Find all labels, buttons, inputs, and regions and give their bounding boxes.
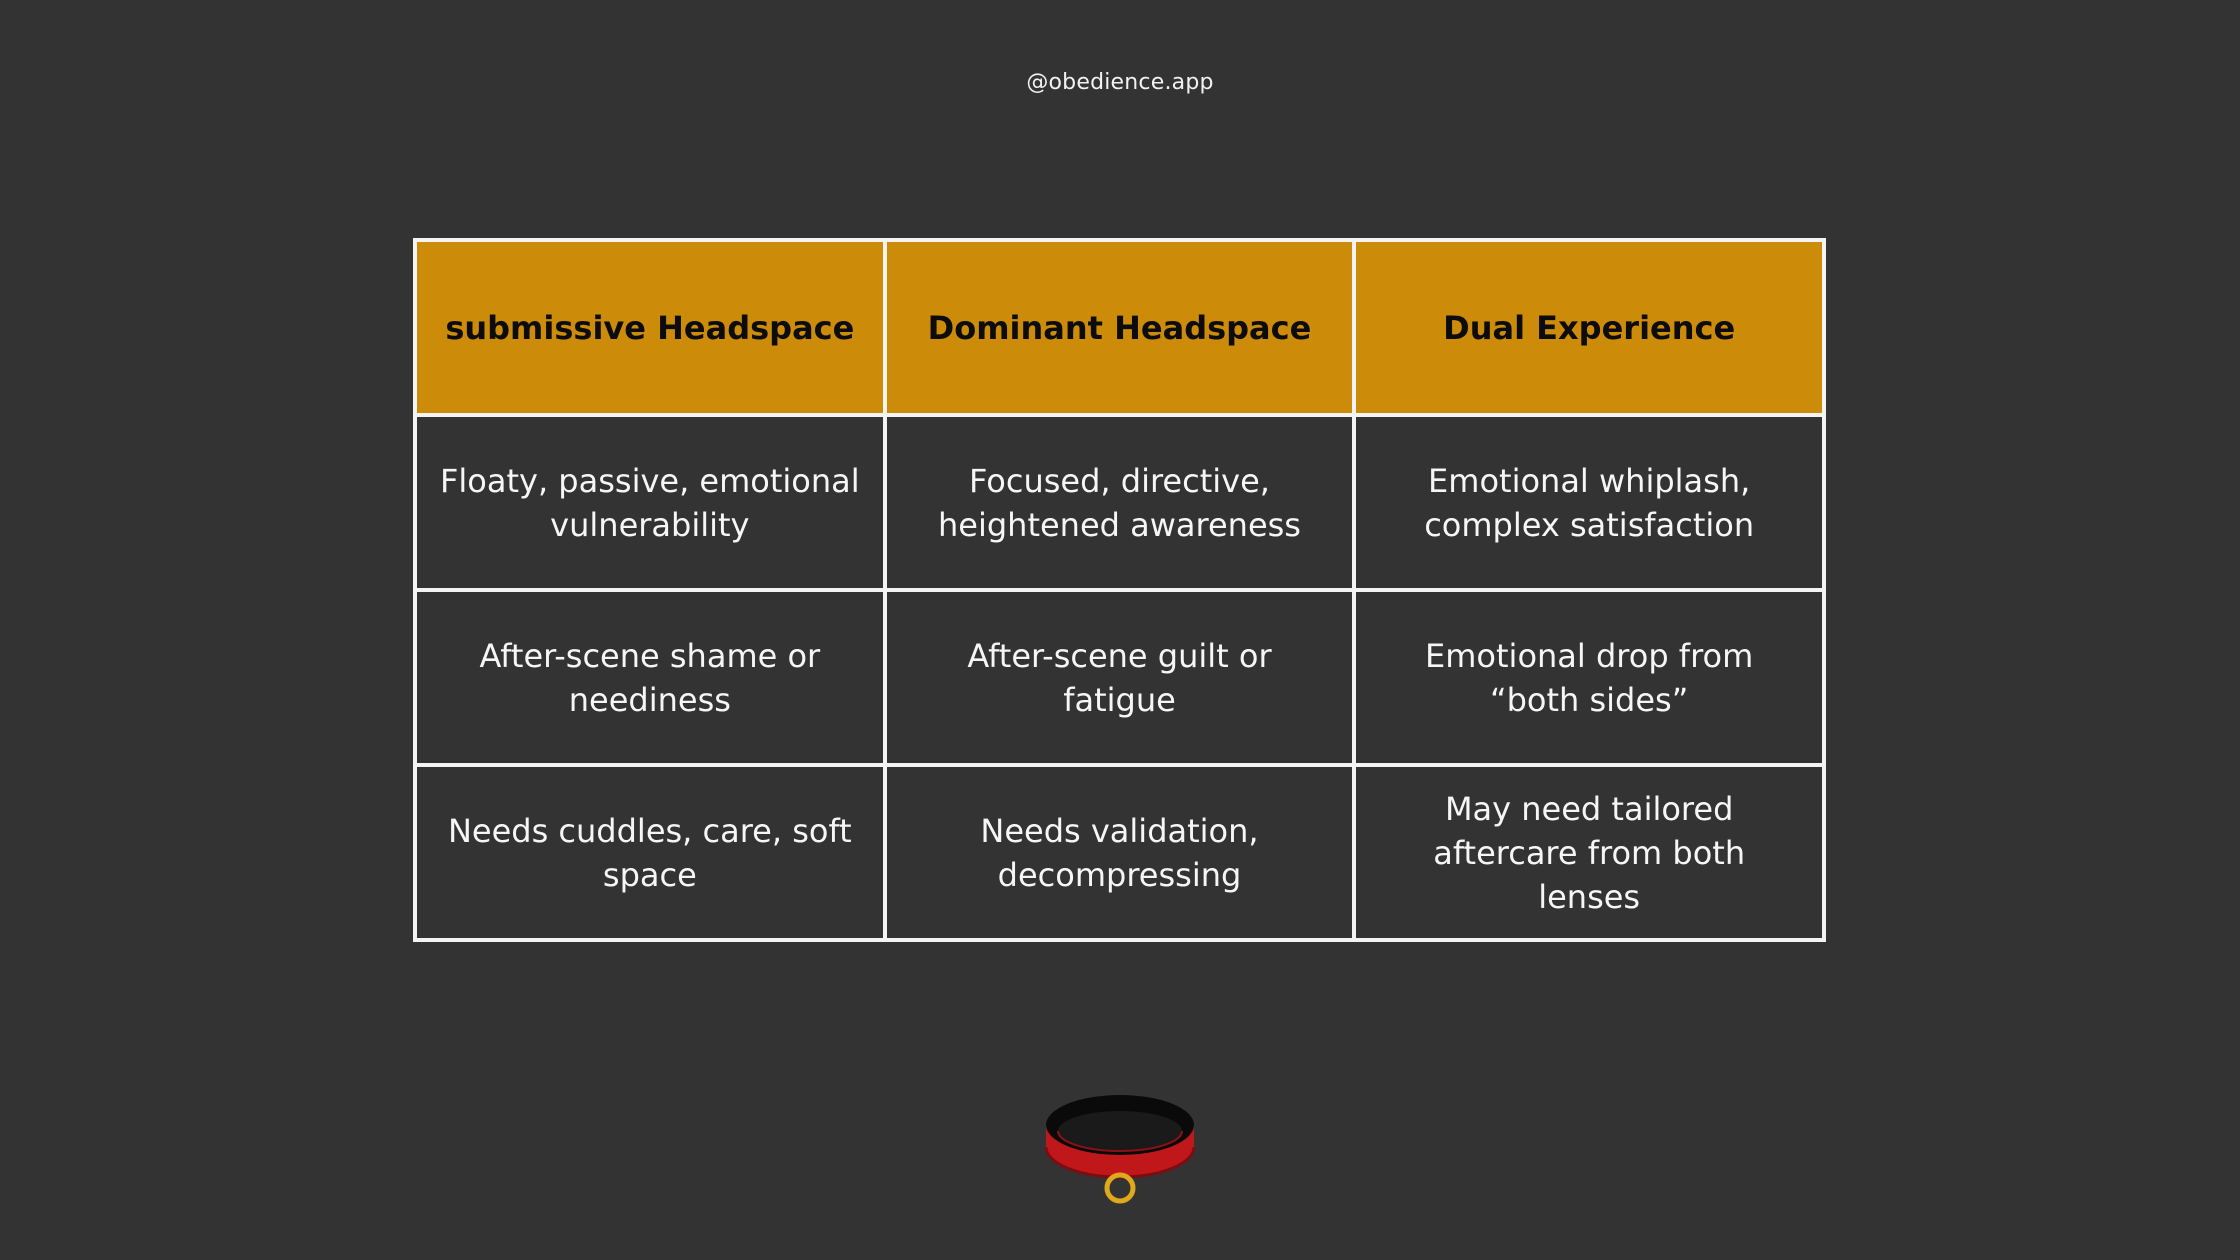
table-cell: Focused, directive, heightened awareness: [885, 415, 1355, 590]
table-row: [415, 415, 1824, 590]
table-cell: Floaty, passive, emotional vulnerability: [415, 415, 885, 590]
collar-icon: [1040, 1085, 1200, 1205]
account-handle: @obedience.app: [1026, 70, 1214, 95]
table-cell: Needs validation, decompressing: [885, 765, 1355, 940]
table-row: [415, 590, 1824, 765]
table-cell: After-scene shame or neediness: [415, 590, 885, 765]
table-row: [415, 765, 1824, 940]
headspace-comparison-table: [413, 238, 1826, 942]
header-submissive: submissive Headspace: [415, 240, 885, 415]
header-dominant: Dominant Headspace: [885, 240, 1355, 415]
table-cell: Needs cuddles, care, soft space: [415, 765, 885, 940]
header-dual: Dual Experience: [1354, 240, 1824, 415]
table-cell: Emotional whiplash, complex satisfaction: [1354, 415, 1824, 590]
table-cell: After-scene guilt or fatigue: [885, 590, 1355, 765]
table-cell: Emotional drop from “both sides”: [1354, 590, 1824, 765]
table-cell: May need tailored aftercare from both lenses: [1354, 765, 1824, 940]
table-header-row: [415, 240, 1824, 415]
